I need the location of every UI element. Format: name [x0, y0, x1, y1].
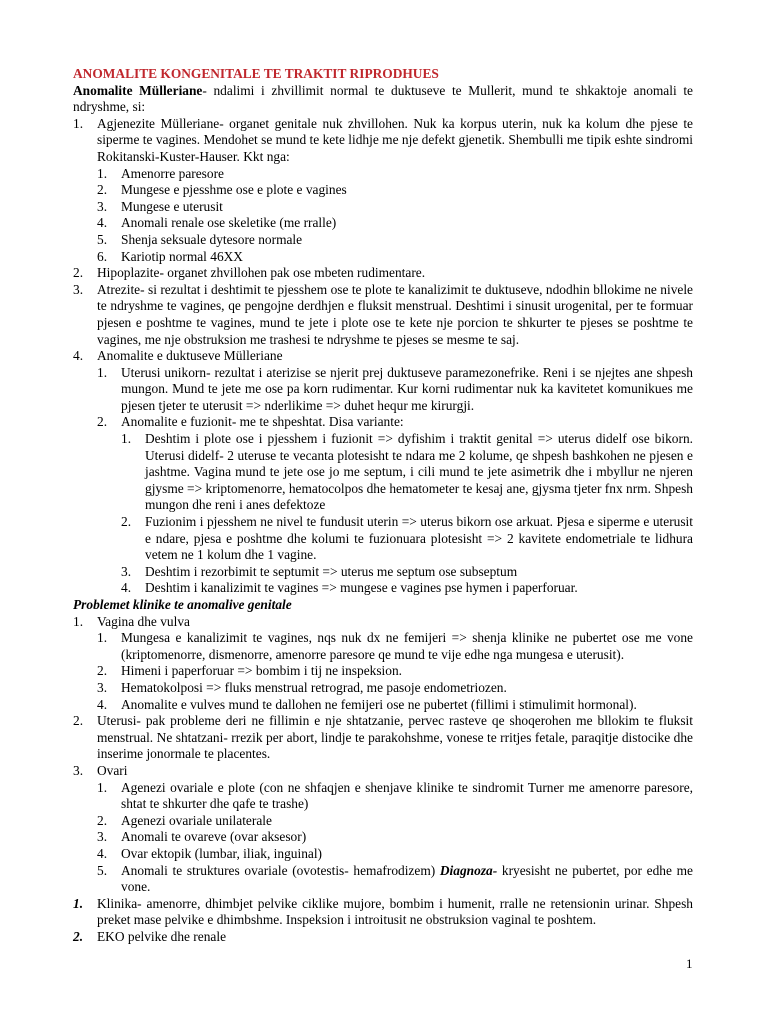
- list-item: 1. Amenorre paresore: [97, 165, 224, 181]
- list-item: 2. Anomalite e fuzionit- me te shpeshtat. Disa variante: 1. Deshtim i plote ose i pjesshem i fuzionit => dyfishim i traktit genital => uterus didelf ose bikorn. Uterusi didelf- 2 uteruse te vecanta plotesisht te ndara me 2 kolume, qe shpesh bashkohen ne pjesen e jashtme. Vagina mund te jete ose jo me septum, i cili mund te jete asimetrik dhe i mbyllur ne njeren gjysme => kriptomenorre, hematocolpos dhe hematometer te kesaj ane, gjysma tjeter fnx nrm. Shpesh mungon dhe reni i anes defektoze 2. Fuzionim i pjesshem ne nivel te fundusit uterin => uterus bikorn ose arkuat. Pjesa e siperme e uterusit e ndare, pjesa e poshtme dhe kolumi te fuzionuara plotesisht => 2 kavitete endometriale te lidhura vetem ne 1 kolum dhe 1 vagine. 3. Deshtim i rezorbimit te septumit => uterus me septum ose subseptum 4. Deshtim i kanalizimit te vagines => mungese e vagines pse hymen i paperforuar.: [97, 414, 693, 596]
- list-item: 4. Deshtim i kanalizimit te vagines => mungese e vagines pse hymen i paperforuar.: [121, 580, 578, 596]
- list-item: 1. Agenezi ovariale e plote (con ne shfaqjen e shenjave klinike te sindromit Turner me amenorre paresore, shtat te shkurter dhe qafe te trashe): [97, 779, 693, 812]
- list-item: 2. EKO pelvike dhe renale: [73, 928, 227, 944]
- diagnosis-term: Diagnoza-: [439, 862, 498, 878]
- list-item: 4. Anomalite e vulves mund te dallohen ne femijeri ose ne pubertet (fillimi i stimulimit hormonal).: [97, 696, 637, 712]
- list-item: 3. Deshtim i rezorbimit te septumit => uterus me septum ose subseptum: [121, 563, 518, 579]
- clinical-findings-list: [73, 896, 693, 946]
- list-item: 2. Himeni i paperforuar => bombim i tij ne inspeksion.: [97, 663, 403, 679]
- ovary-list: [97, 780, 693, 896]
- list-item: 4. Anomalite e duktuseve Mülleriane 1. Uterusi unikorn- rezultat i aterizise se njerit prej duktuseve paramezonefrike. Reni i se njejtes ane shpesh mungon. Mund te jete me ose pa korn rudimentar. Kur korni rudimentar nuk ka kavitetet komunikues me pjesen tjeter te uterusit => nderlikime => duhet hequr me kirurgji. 2. Anomalite e fuzionit- me te shpeshtat. Disa variante: 1. Deshtim i plote ose i pjesshem i fuzionit => dyfishim i traktit genital => uterus didelf ose bikorn. Uterusi didelf- 2 uteruse te vecanta plotesisht te ndara me 2 kolume, qe shpesh bashkohen ne pjesen e jashtme. Vagina mund te jete ose jo me septum, i cili mund te jete asimetrik dhe i mbyllur ne njeren gjysme => kriptomenorre, hematocolpos dhe hematometer te kesaj ane, gjysma tjeter fnx nrm. Shpesh mungon dhe reni i anes defektoze 2. Fuzionim i pjesshem ne nivel te fundusit uterin => uterus bikorn ose arkuat. Pjesa e siperme e uterusit e ndare, pjesa e poshtme dhe kolumi te fuzionuara plotesisht => 2 kavitete endometriale te lidhura vetem ne 1 kolum dhe 1 vagine. 3. Deshtim i rezorbimit te septumit => uterus me septum ose subseptum 4. Deshtim i kanalizimit te vagines => mungese e vagines pse hymen i paperforuar.: [73, 348, 693, 596]
- intro-paragraph: [73, 83, 693, 116]
- list-item: 3. Atrezite- si rezultat i deshtimit te pjesshem ose te plote te kanalizimit te duktuseve, ndodhin bllokime ne nivele te ndryshme te vagines, qe pengojne derdhjen e fluksit menstrual. Deshtimi i sinusit urogenital, per te formuar pjesen e poshtme te vagines, mund te jete i plote ose te kete nje porcion te shkurter te pjeses se poshtme te vagines, me nje obstruksion me trashesi te ndryshme te pjeses se mesme te saj.: [73, 281, 693, 347]
- list-item: 3. Anomali te ovareve (ovar aksesor): [97, 829, 307, 845]
- fusion-variants-list: [121, 431, 693, 597]
- list-item: 2. Mungese e pjesshme ose e plote e vagines: [97, 182, 347, 198]
- list-item: 6. Kariotip normal 46XX: [97, 248, 243, 264]
- list-item: 1. Agjenezite Mülleriane- organet genitale nuk zhvillohen. Nuk ka korpus uterin, nuk ka kolum dhe pjese te siperme te vagines. Mendohet se mund te kete lidhje me nje defekt gjenetik. Shembulli me tipik eshte sindromi Rokitanski-Kuster-Hauser. Kkt nga: 1. Amenorre paresore 2. Mungese e pjesshme ose e plote e vagines 3. Mungese e uterusit 4. Anomali renale ose skeletike (me rralle) 5. Shenja seksuale dytesore normale 6. Kariotip normal 46XX: [73, 115, 693, 264]
- list-item: 4. Anomali renale ose skeletike (me rralle): [97, 215, 337, 231]
- list-item: 1. Klinika- amenorre, dhimbjet pelvike ciklike mujore, bombim i humenit, rralle ne retensionin urinar. Shpesh preket mase pelvike e dhimbshme. Inspeksion i introitusit ne obstruksion vaginal te poshtem.: [73, 895, 693, 928]
- intro-text: - ndalimi i zhvillimit normal te duktuseve te Mullerit, mund te shkaktoje anomali te ndryshme, si:: [73, 82, 693, 115]
- list-item: 1. Vagina dhe vulva 1. Mungesa e kanalizimit te vagines, nqs nuk dx ne femijeri => shenja klinike ne pubertet ose me vone (kriptomenorre, dismenorre, amenorre paresore qe mund te vije edhe nga mungesa e uterusit). 2. Himeni i paperforuar => bombim i tij ne inspeksion. 3. Hematokolposi => fluks menstrual retrograd, me pasoje endometriozen. 4. Anomalite e vulves mund te dallohen ne femijeri ose ne pubertet (fillimi i stimulimit hormonal).: [73, 613, 693, 712]
- clinical-problems-list: [73, 614, 693, 896]
- list-item: 1. Deshtim i plote ose i pjesshem i fuzionit => dyfishim i traktit genital => uterus didelf ose bikorn. Uterusi didelf- 2 uteruse te vecanta plotesisht te ndara me 2 kolume, qe shpesh bashkohen ne pjesen e jashtme. Vagina mund te jete ose jo me septum, i cili mund te jete asimetrik dhe i mbyllur ne njeren gjysme => kriptomenorre, hematocolpos dhe hematometer te kesaj ane, gjysma tjeter fnx nrm. Shpesh mungon dhe reni i anes defektoze: [121, 431, 693, 513]
- list-item: 3. Mungese e uterusit: [97, 198, 223, 214]
- vagina-vulva-list: [97, 630, 693, 713]
- intro-term: Anomalite Mülleriane: [73, 82, 203, 98]
- list-item: 2. Agenezi ovariale unilaterale: [97, 812, 272, 828]
- list-item: 2. Hipoplazite- organet zhvillohen pak ose mbeten rudimentare.: [73, 265, 426, 281]
- document-page: [73, 66, 693, 945]
- list-item: 5. Shenja seksuale dytesore normale: [97, 231, 303, 247]
- list-item: 3. Hematokolposi => fluks menstrual retrograd, me pasoje endometriozen.: [97, 679, 507, 695]
- list-item: 2. Uterusi- pak probleme deri ne fillimin e nje shtatzanie, pervec rasteve qe shoqerohen me bllokim te fluksit menstrual. Ne shtatzani- rrezik per abort, lindje te parakohshme, vonese te rritjes fetale, paraqitje distocike dhe inserime jonormale te placentes.: [73, 713, 693, 762]
- list-item: 2. Fuzionim i pjesshem ne nivel te fundusit uterin => uterus bikorn ose arkuat. Pjesa e siperme e uterusit e ndare, pjesa e poshtme dhe kolumi te fuzionuara plotesisht => 2 kavitete endometriale te lidhura vetem ne 1 kolum dhe 1 vagine.: [121, 514, 693, 563]
- list-item: 4. Ovar ektopik (lumbar, iliak, inguinal): [97, 845, 323, 861]
- mullerian-anomalies-list: [73, 116, 693, 597]
- duct-anomalies-list: [97, 365, 693, 597]
- document-title: ANOMALITE KONGENITALE TE TRAKTIT RIPRODHUES: [73, 66, 439, 81]
- list-item: 5. Anomali te struktures ovariale (ovotestis- hemafrodizem) Diagnoza- kryesisht ne pubertet, por edhe me vone.: [97, 862, 693, 895]
- rokitanski-signs-list: [97, 166, 693, 266]
- section-heading: Problemet klinike te anomalive genitale: [73, 597, 292, 612]
- list-item: 1. Uterusi unikorn- rezultat i aterizise se njerit prej duktuseve paramezonefrike. Reni i se njejtes ane shpesh mungon. Mund te jete me ose pa korn rudimentar. Kur korni rudimentar nuk ka kavitetet komunikues me pjesen tjeter te uterusit => nderlikime => duhet hequr me kirurgji.: [97, 364, 693, 413]
- list-item: 3. Ovari 1. Agenezi ovariale e plote (con ne shfaqjen e shenjave klinike te sindromit Turner me amenorre paresore, shtat te shkurter dhe qafe te trashe) 2. Agenezi ovariale unilaterale 3. Anomali te ovareve (ovar aksesor) 4. Ovar ektopik (lumbar, iliak, inguinal) 5. Anomali te struktures ovariale (ovotestis- hemafrodizem) Diagnoza- kryesisht ne pubertet, por edhe me vone.: [73, 762, 693, 895]
- page-number: 1: [686, 956, 693, 971]
- list-item: 1. Mungesa e kanalizimit te vagines, nqs nuk dx ne femijeri => shenja klinike ne pubertet ose me vone (kriptomenorre, dismenorre, amenorre paresore qe mund te vije edhe nga mungesa e uterusit).: [97, 630, 693, 662]
